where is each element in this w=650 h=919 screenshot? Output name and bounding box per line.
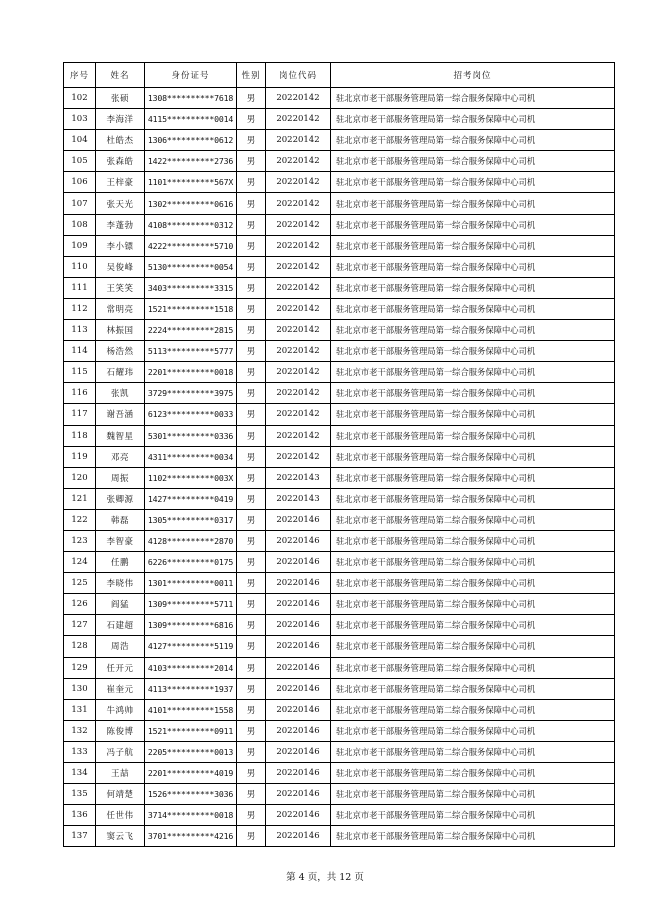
cell-gender: 男: [237, 425, 266, 446]
cell-post: 驻北京市老干部服务管理局第二综合服务保障中心司机: [331, 805, 615, 826]
cell-id: 4101**********1558: [145, 699, 237, 720]
cell-seq: 115: [64, 362, 96, 383]
cell-name: 李智豪: [96, 530, 145, 551]
cell-name: 牛鸿帅: [96, 699, 145, 720]
cell-post: 驻北京市老干部服务管理局第一综合服务保障中心司机: [331, 298, 615, 319]
cell-id: 4115**********0014: [145, 109, 237, 130]
table-row: [64, 235, 615, 256]
cell-post: 驻北京市老干部服务管理局第二综合服务保障中心司机: [331, 657, 615, 678]
cell-post: 驻北京市老干部服务管理局第二综合服务保障中心司机: [331, 826, 615, 847]
cell-post: 驻北京市老干部服务管理局第二综合服务保障中心司机: [331, 530, 615, 551]
table-row: [64, 404, 615, 425]
table-row: [64, 362, 615, 383]
cell-id: 1102**********003X: [145, 467, 237, 488]
cell-post: 驻北京市老干部服务管理局第一综合服务保障中心司机: [331, 446, 615, 467]
cell-gender: 男: [237, 341, 266, 362]
table-row: [64, 277, 615, 298]
cell-id: 2205**********0013: [145, 741, 237, 762]
cell-post: 驻北京市老干部服务管理局第一综合服务保障中心司机: [331, 467, 615, 488]
cell-code: 20220142: [266, 404, 331, 425]
cell-name: 冯子航: [96, 741, 145, 762]
cell-seq: 134: [64, 763, 96, 784]
cell-name: 吴俊峰: [96, 256, 145, 277]
cell-seq: 104: [64, 130, 96, 151]
table-row: [64, 784, 615, 805]
cell-post: 驻北京市老干部服务管理局第二综合服务保障中心司机: [331, 763, 615, 784]
cell-gender: 男: [237, 298, 266, 319]
table-row: [64, 826, 615, 847]
cell-name: 常明亮: [96, 298, 145, 319]
cell-seq: 116: [64, 383, 96, 404]
cell-seq: 108: [64, 214, 96, 235]
table-row: [64, 425, 615, 446]
table-row: [64, 615, 615, 636]
cell-seq: 136: [64, 805, 96, 826]
cell-code: 20220142: [266, 446, 331, 467]
cell-id: 5113**********5777: [145, 341, 237, 362]
cell-gender: 男: [237, 784, 266, 805]
cell-code: 20220142: [266, 214, 331, 235]
cell-gender: 男: [237, 552, 266, 573]
cell-gender: 男: [237, 88, 266, 109]
cell-gender: 男: [237, 741, 266, 762]
cell-name: 杨浩然: [96, 341, 145, 362]
table-body: [64, 88, 615, 847]
cell-code: 20220146: [266, 720, 331, 741]
cell-seq: 137: [64, 826, 96, 847]
cell-code: 20220146: [266, 552, 331, 573]
cell-id: 1301**********0011: [145, 573, 237, 594]
cell-code: 20220142: [266, 341, 331, 362]
cell-code: 20220146: [266, 741, 331, 762]
table-row: [64, 763, 615, 784]
table-row: [64, 446, 615, 467]
cell-post: 驻北京市老干部服务管理局第一综合服务保障中心司机: [331, 88, 615, 109]
table-row: [64, 594, 615, 615]
cell-name: 石建超: [96, 615, 145, 636]
cell-seq: 122: [64, 509, 96, 530]
cell-gender: 男: [237, 699, 266, 720]
cell-gender: 男: [237, 109, 266, 130]
cell-name: 张天光: [96, 193, 145, 214]
cell-name: 周振: [96, 467, 145, 488]
cell-id: 1305**********0317: [145, 509, 237, 530]
table-row: [64, 573, 615, 594]
cell-code: 20220146: [266, 805, 331, 826]
cell-seq: 102: [64, 88, 96, 109]
cell-seq: 105: [64, 151, 96, 172]
cell-code: 20220142: [266, 298, 331, 319]
table-row: [64, 320, 615, 341]
page-footer: 第 4 页，共 12 页: [286, 872, 364, 883]
cell-name: 李海洋: [96, 109, 145, 130]
cell-code: 20220142: [266, 383, 331, 404]
cell-gender: 男: [237, 214, 266, 235]
cell-gender: 男: [237, 509, 266, 530]
cell-seq: 103: [64, 109, 96, 130]
cell-id: 6123**********0033: [145, 404, 237, 425]
cell-seq: 114: [64, 341, 96, 362]
cell-id: 3403**********3315: [145, 277, 237, 298]
cell-code: 20220142: [266, 88, 331, 109]
cell-code: 20220146: [266, 784, 331, 805]
cell-post: 驻北京市老干部服务管理局第二综合服务保障中心司机: [331, 741, 615, 762]
cell-post: 驻北京市老干部服务管理局第二综合服务保障中心司机: [331, 509, 615, 530]
cell-gender: 男: [237, 826, 266, 847]
cell-gender: 男: [237, 235, 266, 256]
cell-post: 驻北京市老干部服务管理局第二综合服务保障中心司机: [331, 678, 615, 699]
table-row: [64, 530, 615, 551]
cell-seq: 112: [64, 298, 96, 319]
cell-gender: 男: [237, 467, 266, 488]
cell-post: 驻北京市老干部服务管理局第一综合服务保障中心司机: [331, 130, 615, 151]
cell-name: 王梓豪: [96, 172, 145, 193]
cell-name: 邓亮: [96, 446, 145, 467]
cell-name: 窦云飞: [96, 826, 145, 847]
cell-gender: 男: [237, 362, 266, 383]
cell-gender: 男: [237, 383, 266, 404]
cell-post: 驻北京市老干部服务管理局第一综合服务保障中心司机: [331, 172, 615, 193]
cell-seq: 128: [64, 636, 96, 657]
cell-code: 20220142: [266, 172, 331, 193]
cell-seq: 106: [64, 172, 96, 193]
cell-post: 驻北京市老干部服务管理局第一综合服务保障中心司机: [331, 151, 615, 172]
cell-post: 驻北京市老干部服务管理局第一综合服务保障中心司机: [331, 404, 615, 425]
cell-gender: 男: [237, 615, 266, 636]
table-row: [64, 699, 615, 720]
header-post: 招考岗位: [331, 63, 615, 88]
cell-id: 4127**********5119: [145, 636, 237, 657]
cell-id: 4222**********5710: [145, 235, 237, 256]
cell-code: 20220146: [266, 509, 331, 530]
cell-name: 李晓伟: [96, 573, 145, 594]
cell-id: 6226**********0175: [145, 552, 237, 573]
cell-seq: 113: [64, 320, 96, 341]
cell-id: 1302**********0616: [145, 193, 237, 214]
cell-post: 驻北京市老干部服务管理局第二综合服务保障中心司机: [331, 699, 615, 720]
cell-post: 驻北京市老干部服务管理局第一综合服务保障中心司机: [331, 341, 615, 362]
table-header-row: [64, 63, 615, 88]
cell-name: 陈俊博: [96, 720, 145, 741]
header-id: 身份证号: [145, 63, 237, 88]
header-code: 岗位代码: [266, 63, 331, 88]
cell-gender: 男: [237, 256, 266, 277]
cell-gender: 男: [237, 763, 266, 784]
cell-id: 4113**********1937: [145, 678, 237, 699]
cell-seq: 121: [64, 488, 96, 509]
table-row: [64, 720, 615, 741]
cell-code: 20220142: [266, 277, 331, 298]
cell-post: 驻北京市老干部服务管理局第一综合服务保障中心司机: [331, 362, 615, 383]
cell-name: 任鹏: [96, 552, 145, 573]
cell-id: 1309**********6816: [145, 615, 237, 636]
cell-code: 20220142: [266, 256, 331, 277]
cell-post: 驻北京市老干部服务管理局第二综合服务保障中心司机: [331, 784, 615, 805]
cell-code: 20220146: [266, 594, 331, 615]
cell-id: 3701**********4216: [145, 826, 237, 847]
cell-seq: 107: [64, 193, 96, 214]
cell-seq: 123: [64, 530, 96, 551]
table-row: [64, 193, 615, 214]
cell-name: 任世伟: [96, 805, 145, 826]
cell-id: 4108**********0312: [145, 214, 237, 235]
cell-id: 1526**********3036: [145, 784, 237, 805]
cell-id: 5130**********0054: [145, 256, 237, 277]
cell-gender: 男: [237, 277, 266, 298]
cell-post: 驻北京市老干部服务管理局第一综合服务保障中心司机: [331, 425, 615, 446]
cell-post: 驻北京市老干部服务管理局第一综合服务保障中心司机: [331, 193, 615, 214]
cell-post: 驻北京市老干部服务管理局第一综合服务保障中心司机: [331, 109, 615, 130]
cell-gender: 男: [237, 488, 266, 509]
cell-name: 王笑笑: [96, 277, 145, 298]
cell-gender: 男: [237, 446, 266, 467]
table-row: [64, 678, 615, 699]
header-name: 姓名: [96, 63, 145, 88]
cell-code: 20220142: [266, 193, 331, 214]
cell-post: 驻北京市老干部服务管理局第一综合服务保障中心司机: [331, 235, 615, 256]
table-row: [64, 488, 615, 509]
cell-name: 何靖楚: [96, 784, 145, 805]
cell-id: 1521**********0911: [145, 720, 237, 741]
cell-code: 20220142: [266, 109, 331, 130]
cell-name: 张硕: [96, 88, 145, 109]
table-row: [64, 151, 615, 172]
cell-code: 20220146: [266, 657, 331, 678]
cell-id: 2201**********4019: [145, 763, 237, 784]
cell-seq: 110: [64, 256, 96, 277]
cell-id: 2201**********0018: [145, 362, 237, 383]
cell-seq: 120: [64, 467, 96, 488]
cell-post: 驻北京市老干部服务管理局第一综合服务保障中心司机: [331, 320, 615, 341]
cell-post: 驻北京市老干部服务管理局第二综合服务保障中心司机: [331, 636, 615, 657]
cell-gender: 男: [237, 678, 266, 699]
cell-seq: 135: [64, 784, 96, 805]
cell-name: 周浩: [96, 636, 145, 657]
table-row: [64, 256, 615, 277]
cell-post: 驻北京市老干部服务管理局第一综合服务保障中心司机: [331, 383, 615, 404]
cell-gender: 男: [237, 805, 266, 826]
table-row: [64, 88, 615, 109]
cell-seq: 131: [64, 699, 96, 720]
cell-id: 1521**********1518: [145, 298, 237, 319]
cell-code: 20220146: [266, 615, 331, 636]
cell-code: 20220142: [266, 320, 331, 341]
cell-code: 20220143: [266, 467, 331, 488]
table-row: [64, 383, 615, 404]
cell-seq: 127: [64, 615, 96, 636]
cell-gender: 男: [237, 720, 266, 741]
table-row: [64, 552, 615, 573]
cell-name: 谢吾涵: [96, 404, 145, 425]
cell-gender: 男: [237, 657, 266, 678]
table-row: [64, 172, 615, 193]
cell-post: 驻北京市老干部服务管理局第二综合服务保障中心司机: [331, 720, 615, 741]
cell-name: 王喆: [96, 763, 145, 784]
cell-seq: 125: [64, 573, 96, 594]
cell-name: 张卿源: [96, 488, 145, 509]
cell-post: 驻北京市老干部服务管理局第一综合服务保障中心司机: [331, 256, 615, 277]
cell-gender: 男: [237, 530, 266, 551]
cell-name: 杜皓杰: [96, 130, 145, 151]
table-row: [64, 805, 615, 826]
cell-code: 20220143: [266, 488, 331, 509]
cell-gender: 男: [237, 636, 266, 657]
table-row: [64, 298, 615, 319]
table-row: [64, 214, 615, 235]
cell-name: 张森皓: [96, 151, 145, 172]
cell-gender: 男: [237, 151, 266, 172]
cell-id: 1427**********0419: [145, 488, 237, 509]
cell-name: 李小镖: [96, 235, 145, 256]
cell-code: 20220146: [266, 530, 331, 551]
table-row: [64, 341, 615, 362]
header-gender: 性别: [237, 63, 266, 88]
cell-name: 任开元: [96, 657, 145, 678]
cell-seq: 118: [64, 425, 96, 446]
cell-name: 李蓬勃: [96, 214, 145, 235]
cell-id: 1308**********7618: [145, 88, 237, 109]
cell-seq: 133: [64, 741, 96, 762]
table-row: [64, 109, 615, 130]
cell-name: 阎猛: [96, 594, 145, 615]
cell-id: 4128**********2870: [145, 530, 237, 551]
cell-code: 20220146: [266, 699, 331, 720]
cell-seq: 119: [64, 446, 96, 467]
cell-id: 4311**********0034: [145, 446, 237, 467]
candidate-table: [63, 62, 615, 847]
table-row: [64, 657, 615, 678]
cell-code: 20220146: [266, 763, 331, 784]
table-row: [64, 636, 615, 657]
cell-id: 5301**********0336: [145, 425, 237, 446]
cell-code: 20220142: [266, 362, 331, 383]
table-row: [64, 130, 615, 151]
cell-seq: 109: [64, 235, 96, 256]
cell-id: 1422**********2736: [145, 151, 237, 172]
cell-seq: 126: [64, 594, 96, 615]
table-row: [64, 467, 615, 488]
cell-gender: 男: [237, 130, 266, 151]
cell-code: 20220142: [266, 235, 331, 256]
cell-name: 魏智星: [96, 425, 145, 446]
cell-seq: 124: [64, 552, 96, 573]
cell-name: 韩磊: [96, 509, 145, 530]
cell-id: 1309**********5711: [145, 594, 237, 615]
cell-gender: 男: [237, 320, 266, 341]
cell-name: 石耀玮: [96, 362, 145, 383]
cell-code: 20220146: [266, 826, 331, 847]
cell-gender: 男: [237, 404, 266, 425]
cell-seq: 130: [64, 678, 96, 699]
cell-post: 驻北京市老干部服务管理局第二综合服务保障中心司机: [331, 594, 615, 615]
cell-code: 20220146: [266, 678, 331, 699]
cell-code: 20220142: [266, 130, 331, 151]
cell-id: 4103**********2014: [145, 657, 237, 678]
cell-code: 20220142: [266, 151, 331, 172]
cell-id: 3729**********3975: [145, 383, 237, 404]
header-seq: 序号: [64, 63, 96, 88]
cell-id: 3714**********0018: [145, 805, 237, 826]
cell-gender: 男: [237, 172, 266, 193]
table-row: [64, 509, 615, 530]
table-row: [64, 741, 615, 762]
cell-gender: 男: [237, 193, 266, 214]
cell-id: 1101**********567X: [145, 172, 237, 193]
cell-gender: 男: [237, 594, 266, 615]
cell-name: 张凯: [96, 383, 145, 404]
cell-name: 林振国: [96, 320, 145, 341]
cell-seq: 132: [64, 720, 96, 741]
cell-post: 驻北京市老干部服务管理局第二综合服务保障中心司机: [331, 573, 615, 594]
cell-id: 2224**********2815: [145, 320, 237, 341]
cell-seq: 117: [64, 404, 96, 425]
cell-id: 1306**********0612: [145, 130, 237, 151]
cell-code: 20220146: [266, 573, 331, 594]
cell-code: 20220142: [266, 425, 331, 446]
cell-seq: 129: [64, 657, 96, 678]
cell-name: 崔奎元: [96, 678, 145, 699]
cell-post: 驻北京市老干部服务管理局第二综合服务保障中心司机: [331, 552, 615, 573]
cell-gender: 男: [237, 573, 266, 594]
cell-post: 驻北京市老干部服务管理局第二综合服务保障中心司机: [331, 615, 615, 636]
cell-code: 20220146: [266, 636, 331, 657]
cell-seq: 111: [64, 277, 96, 298]
cell-post: 驻北京市老干部服务管理局第一综合服务保障中心司机: [331, 488, 615, 509]
cell-post: 驻北京市老干部服务管理局第一综合服务保障中心司机: [331, 277, 615, 298]
cell-post: 驻北京市老干部服务管理局第一综合服务保障中心司机: [331, 214, 615, 235]
